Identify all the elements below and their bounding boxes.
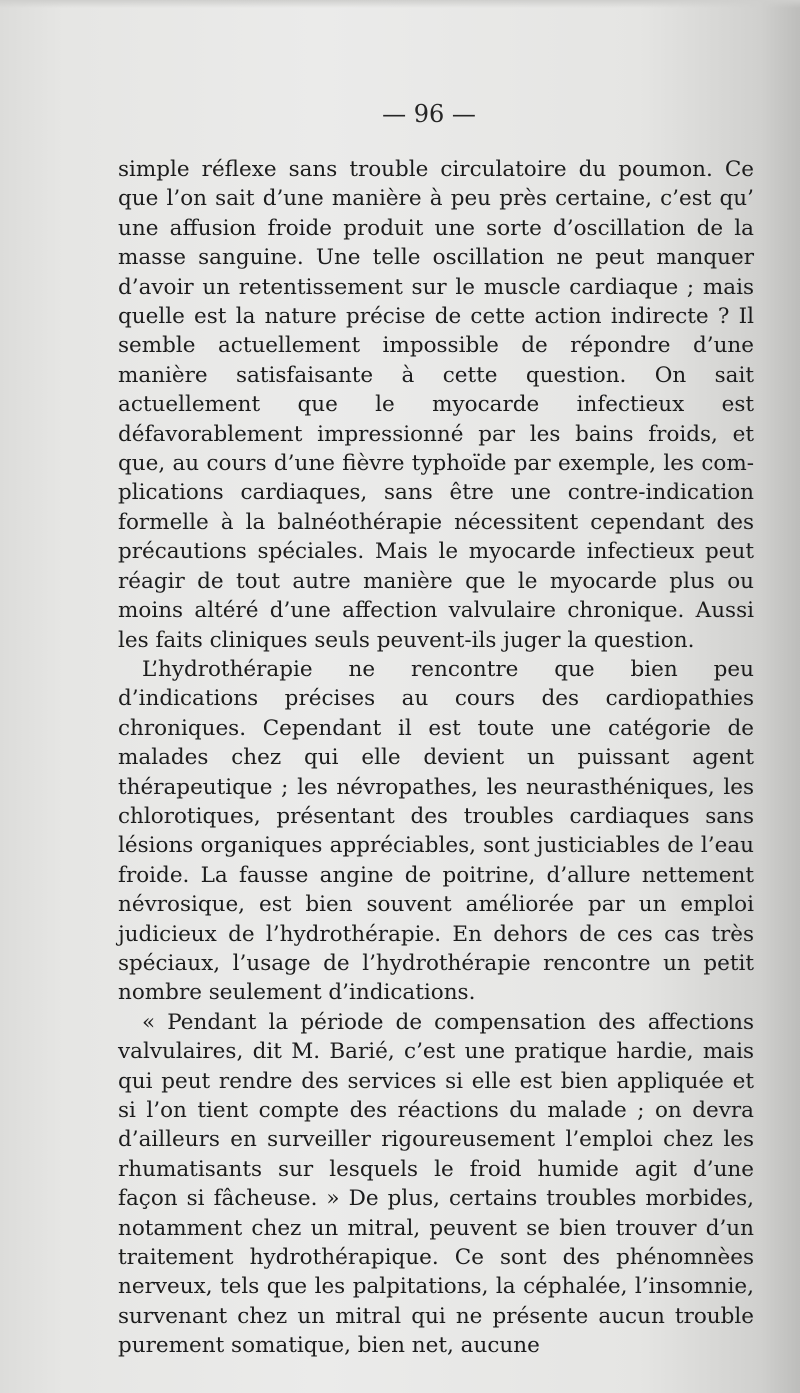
paragraph-continued: simple réflexe sans trouble circulatoire du poumon. Ce que l’on sait d’une manière à peu près certaine, c’est qu’ une affusion froide produit une sorte d’oscillation de la masse sanguine. Une telle oscillation ne peut manquer d’avoir un retentissement sur le muscle cardiaque ; mais quelle est la nature précise de cette action indirecte ? Il semble actuellement impossible de répondre d’une manière satisfaisante à cette question. On sait actuellement que le myocarde infectieux est défavorablement impressionné par les bains froids, et que, au cours d’une fièvre typhoïde par exemple, les complications cardiaques, sans être une contre-indication formelle à la balnéothérapie nécessitent cependant des précautions spéciales. Mais le myocarde infectieux peut réagir de tout autre manière que le myocarde plus ou moins altéré d’une affection valvulaire chronique. Aussi les faits cliniques seuls peuvent-ils juger la question. (118, 157, 754, 653)
paragraph-hydrotherapy: L’hydrothérapie ne rencontre que bien peu d’indications précises au cours des cardiopathies chroniques. Cependant il est toute une catégorie de malades chez qui elle devient un puissant agent thérapeutique ; les névropathes, les neurasthéniques, les chlorotiques, présentant des troubles cardiaques sans lésions organiques appréciables, sont justiciables de l’eau froide. La fausse angine de poitrine, d’allure nettement névrosique, est bien souvent améliorée par un emploi judicieux de l’hydrothérapie. En dehors de ces cas très spéciaux, l’usage de l’hydrothérapie rencontre un petit nombre seulement d’indications. (118, 656, 754, 1006)
paragraph-quotation-barie: « Pendant la période de compensation des affections valvulaires, dit M. Barié, c’est une pratique hardie, mais qui peut rendre des services si elle est bien appliquée et si l’on tient compte des réactions du malade ; on devra d’ailleurs en surveiller rigoureusement l’emploi chez les rhumatisants sur lesquels le froid humide agit d’une façon si fâcheuse. » De plus, certains troubles morbides, notamment chez un mitral, peuvent se bien trouver d’un traitement hydrothérapique. Ce sont des phénomnèes nerveux, tels que les palpitations, la céphalée, l’insomnie, survenant chez un mitral qui ne présente aucun trouble purement somatique, bien net, aucune (118, 1009, 754, 1359)
page-edge-shadow (0, 0, 800, 8)
page-body-text (118, 155, 754, 1361)
page-number: — 96 — (382, 100, 476, 128)
